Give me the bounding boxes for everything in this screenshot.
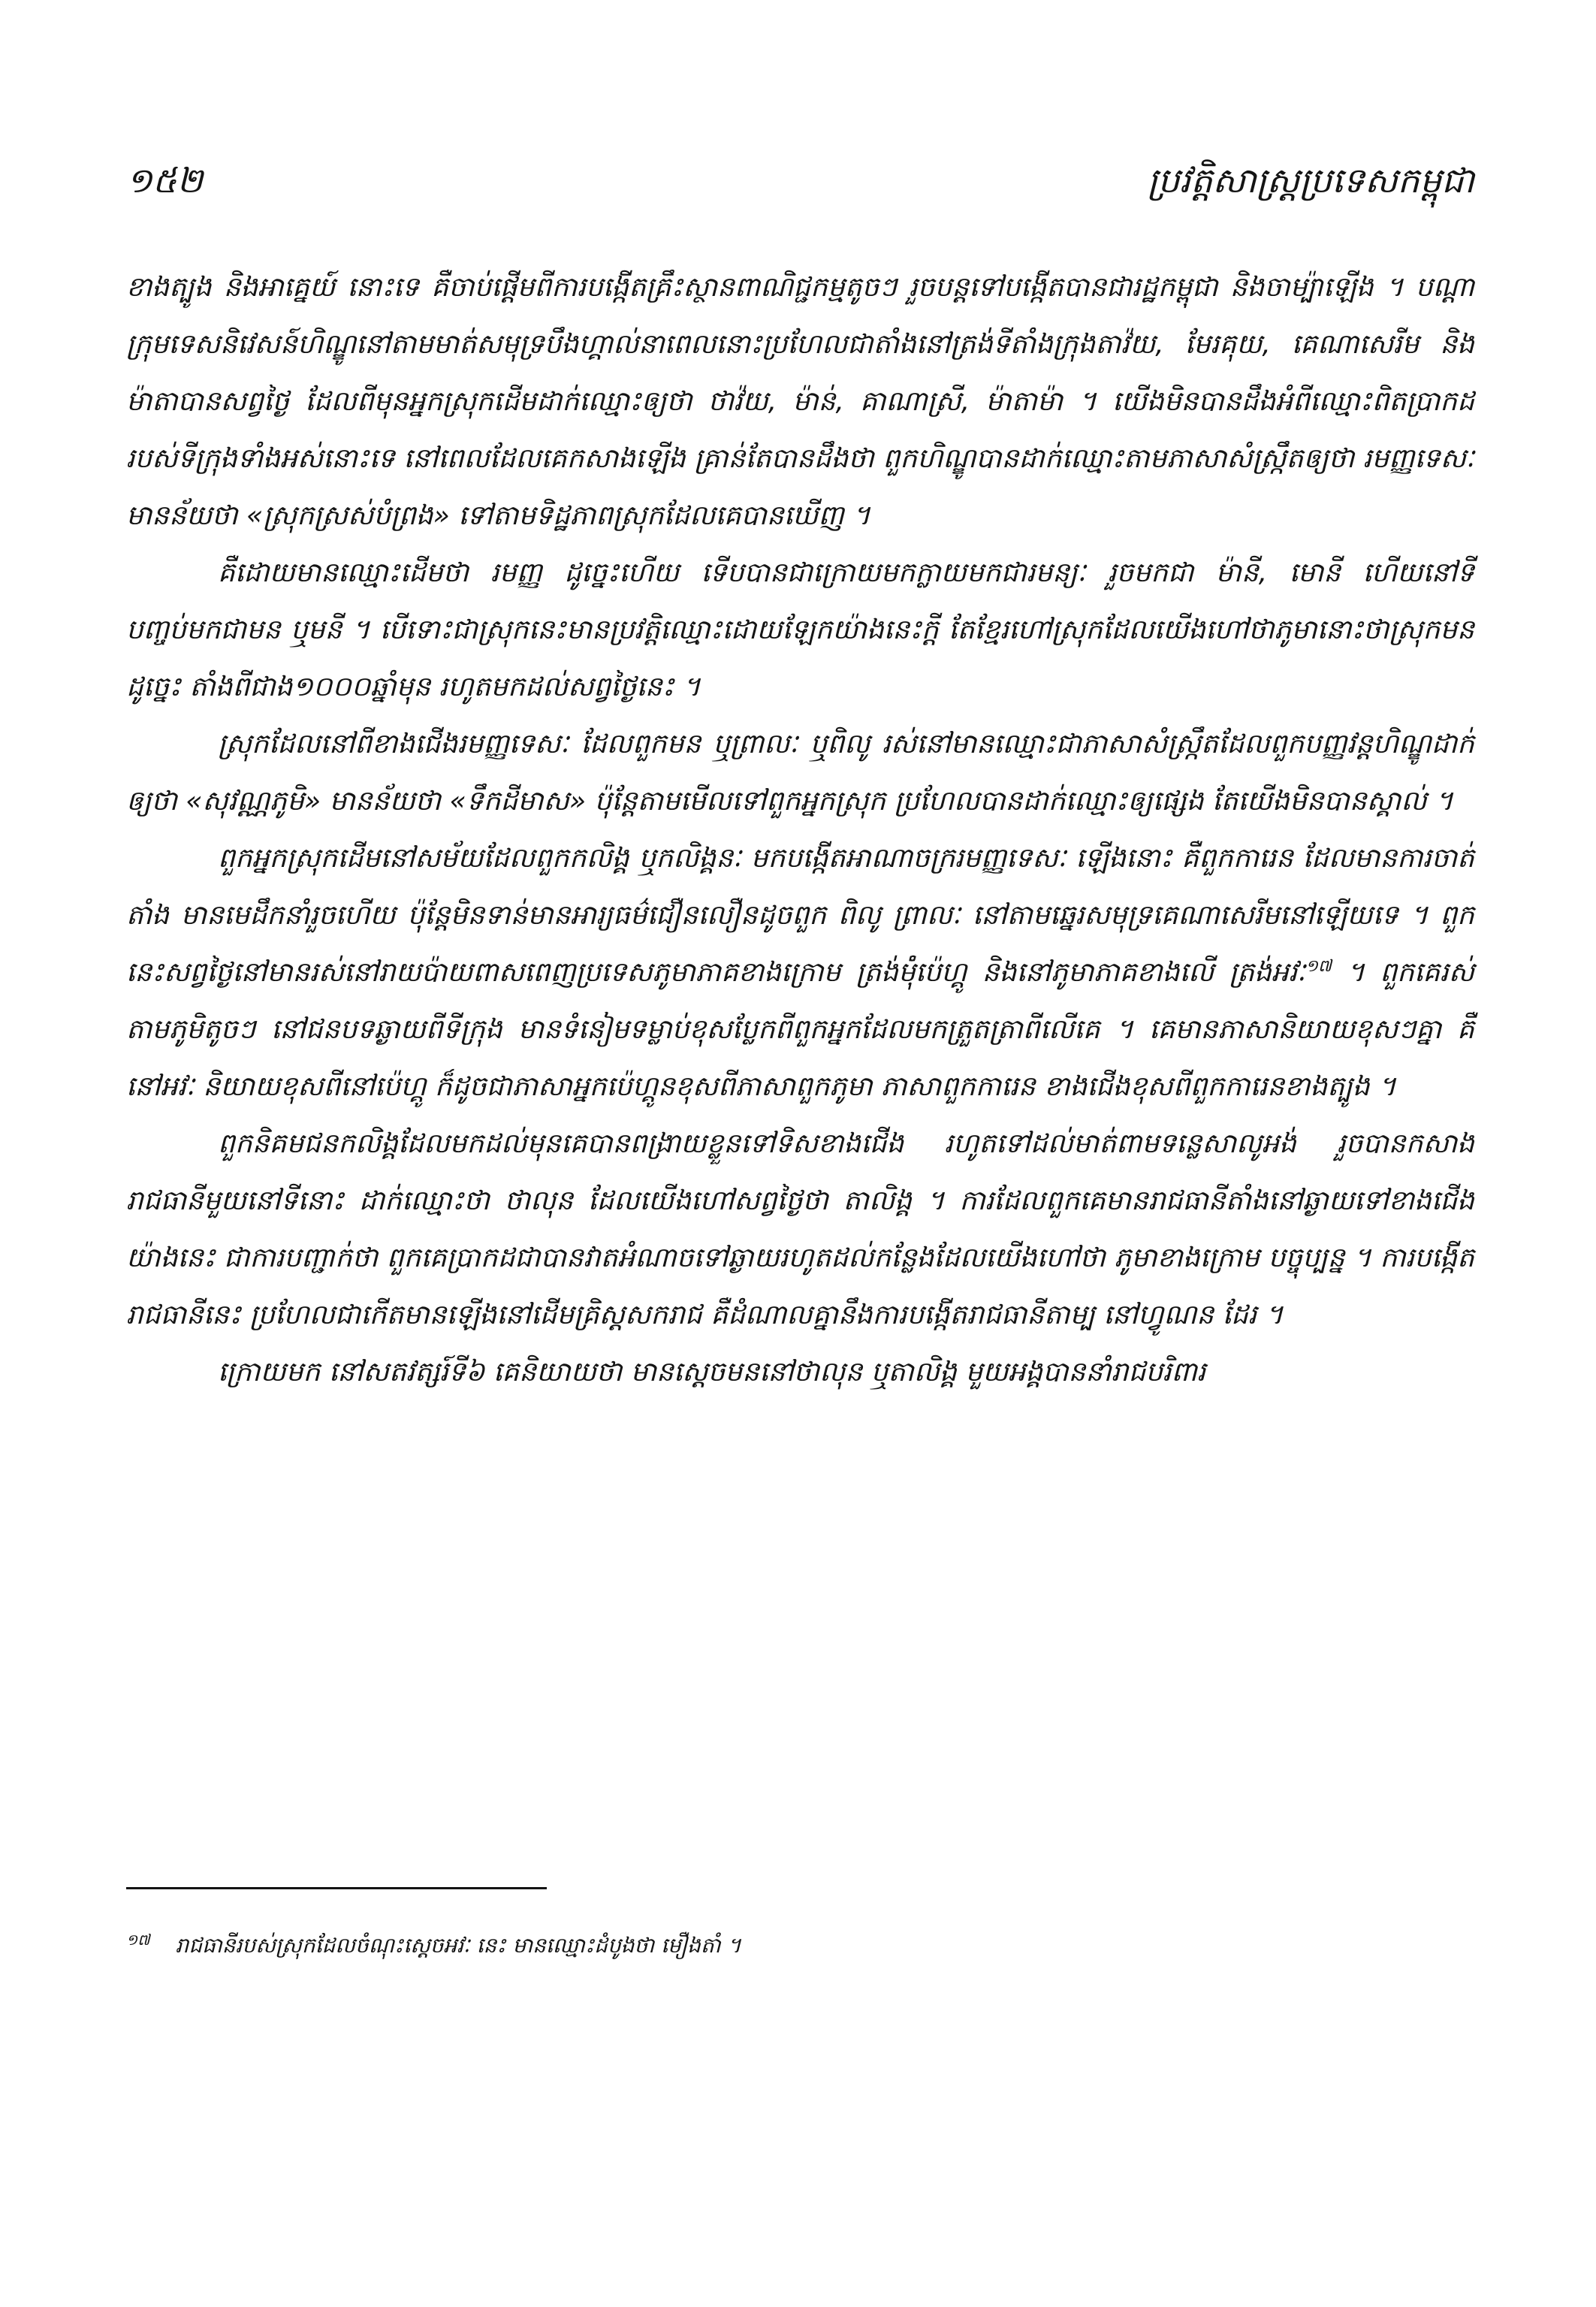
paragraph-6 — [126, 1344, 1474, 1401]
footnote-text: រាជធានីរបស់ស្រុកដែលចំណុះស្ដេចអវៈ នេះ មានឈ្មោះដំបូងថា មឿងតាំ ។ — [175, 1933, 741, 1958]
paragraph-4-text-continued: ។ ពួកគេរស់តាមភូមិតូចៗ នៅជនបទឆ្ងាយពីទីក្រុង មានទំនៀមទម្លាប់ខុសប្លែកពីពួកអ្នកដែលមកត្រួតត្រាពីលើគេ ។ គេមានភាសានិយាយខុសៗគ្នា គឺនៅអវៈ និយាយខុសពីនៅប៉េហ្គូ ក៏ដូចជាភាសាអ្នកប៉េហ្គូនខុសពីភាសាពួកភូមា ភាសាពួកការេន ខាងជើងខុសពីពួកការេនខាងត្បូង ។ — [126, 957, 1474, 1102]
paragraph-5-text: ពួកនិគមជនកលិង្គដែលមកដល់មុនគេបានពង្រាយខ្លួនទៅទិសខាងជើង រហូតទៅដល់មាត់ពាមទន្លេសាលូអង់ រួចបានកសាងរាជធានីមួយនៅទីនោះ ដាក់ឈ្មោះថា ថាលុន ដែលយើងហៅសព្វថ្ងៃថា តាលិង្គ ។ ការដែលពួកគេមានរាជធានីតាំងនៅឆ្ងាយទៅខាងជើងយ៉ាងនេះ ជាការបញ្ជាក់ថា ពួកគេប្រាកដជាបានវាតអំណាចទៅឆ្ងាយរហូតដល់កន្លែងដែលយើងហៅថា ភូមាខាងក្រោម បច្ចុប្បន្ន ។ ការបង្កើតរាជធានីនេះ ប្រហែលជាកើតមានឡើងនៅដើមគ្រិស្តសករាជ គឺដំណាលគ្នានឹងការបង្កើតរាជធានីតាម្ប នៅហ្វូណន ដែរ ។ — [126, 1128, 1474, 1330]
paragraph-3 — [126, 716, 1474, 830]
footnote — [126, 1923, 1474, 1968]
paragraph-3-text: ស្រុកដែលនៅពីខាងជើងរមញ្ញទេសៈ ដែលពួកមន ឬព្រាលៈ ឬពិលូ រស់នៅមានឈ្មោះជាភាសាសំស្ក្រឹតដែលពួកបញ្ញវន្តហិណ្ឌូដាក់ឲ្យថា «សុវណ្ណភូមិ» មានន័យថា «ទឹកដីមាស» ប៉ុន្តែតាមមើលទៅពួកអ្នកស្រុក ប្រហែលបានដាក់ឈ្មោះឲ្យផ្សេង តែយើងមិនបានស្គាល់ ។ — [126, 729, 1474, 817]
body-text — [126, 259, 1474, 1401]
paragraph-2-text: គឺដោយមានឈ្មោះដើមថា រមញ្ញ ដូច្នេះហើយ ទើបបានជាក្រោយមកក្លាយមកជារមន្យៈ រួចមកជា ម៉ានី, មោនី ហើយនៅទីបញ្ចប់មកជាមន ឬមនី ។ បើទោះជាស្រុកនេះមានប្រវត្តិឈ្មោះដោយឡែកយ៉ាងនេះក្ដី តែខ្មែរហៅស្រុកដែលយើងហៅថាភូមានោះថាស្រុកមនដូច្នេះ តាំងពីជាង១០០០ឆ្នាំមុន រហូតមកដល់សព្វថ្ងៃនេះ ។ — [126, 557, 1474, 702]
paragraph-2 — [126, 545, 1474, 716]
footnote-divider — [126, 1887, 547, 1889]
paragraph-1-text: ខាងត្បូង និងអាគ្នេយ៍ នោះទេ គឺចាប់ផ្ដើមពីការបង្កើតគ្រឹះស្ថានពាណិជ្ជកម្មតូចៗ រួចបន្តទៅបង្កើតបានជារដ្ឋកម្ពុជា និងចាម្ប៉ាឡើង ។ បណ្ដាក្រុមទេសនិវេសន៍ហិណ្ឌូនៅតាមមាត់សមុទ្របឹងហ្គាល់នាពេលនោះប្រហែលជាតាំងនៅត្រង់ទីតាំងក្រុងតាវ៉យ, មែរគុយ, គេណាសេរីម និងម៉ាតាបានសព្វថ្ងៃ ដែលពីមុនអ្នកស្រុកដើមដាក់ឈ្មោះឲ្យថា ថាវ៉យ, ម៉ាន់, គាណាស្រី, ម៉ាតាម៉ា ។ យើងមិនបានដឹងអំពីឈ្មោះពិតប្រាកដរបស់ទីក្រុងទាំងអស់នោះទេ នៅពេលដែលគេកសាងឡើង គ្រាន់តែបានដឹងថា ពួកហិណ្ឌូបានដាក់ឈ្មោះតាមភាសាសំស្ក្រឹតឲ្យថា រមញ្ញទេសៈ មានន័យថា «ស្រុកស្រស់បំព្រង» ទៅតាមទិដ្ឋភាពស្រុកដែលគេបានឃើញ ។ — [126, 272, 1474, 531]
page-number: ១៥២ — [126, 160, 204, 201]
running-title: ប្រវត្តិសាស្ត្រប្រទេសកម្ពុជា — [1147, 160, 1474, 201]
footnote-reference[interactable]: ១៧ — [1305, 957, 1332, 976]
paragraph-6-text: ក្រោយមក នៅសតវត្សរ៍ទី៦ គេនិយាយថា មានស្ដេចមននៅថាលុន ឬតាលិង្គ មួយអង្គបាននាំរាជបរិពារ — [218, 1357, 1206, 1388]
paragraph-4-text: ពួកអ្នកស្រុកដើមនៅសម័យដែលពួកកលិង្គ ឬកលិង្គនៈ មកបង្កើតអាណាចក្ររមញ្ញទេសៈ ឡើងនោះ គឺពួកការេន ដែលមានការចាត់តាំង មានមេដឹកនាំរួចហើយ ប៉ុន្តែមិនទាន់មានអារ្យធម៌ជឿនលឿនដូចពួក ពិលូ ព្រាលៈ នៅតាមឆ្នេរសមុទ្រគេណាសេរីមនៅឡើយទេ ។ ពួកនេះសព្វថ្ងៃនៅមានរស់នៅរាយប៉ាយពាសពេញប្រទេសភូមាភាគខាងក្រោម ត្រង់ម៉ុំប៉េហ្គូ និងនៅភូមាភាគខាងលើ ត្រង់អវៈ — [126, 843, 1474, 988]
footnote-mark: ១៧ — [126, 1930, 150, 1949]
paragraph-4 — [126, 830, 1474, 1116]
paragraph-1 — [126, 259, 1474, 545]
paragraph-5 — [126, 1116, 1474, 1344]
page-header — [126, 150, 1474, 210]
